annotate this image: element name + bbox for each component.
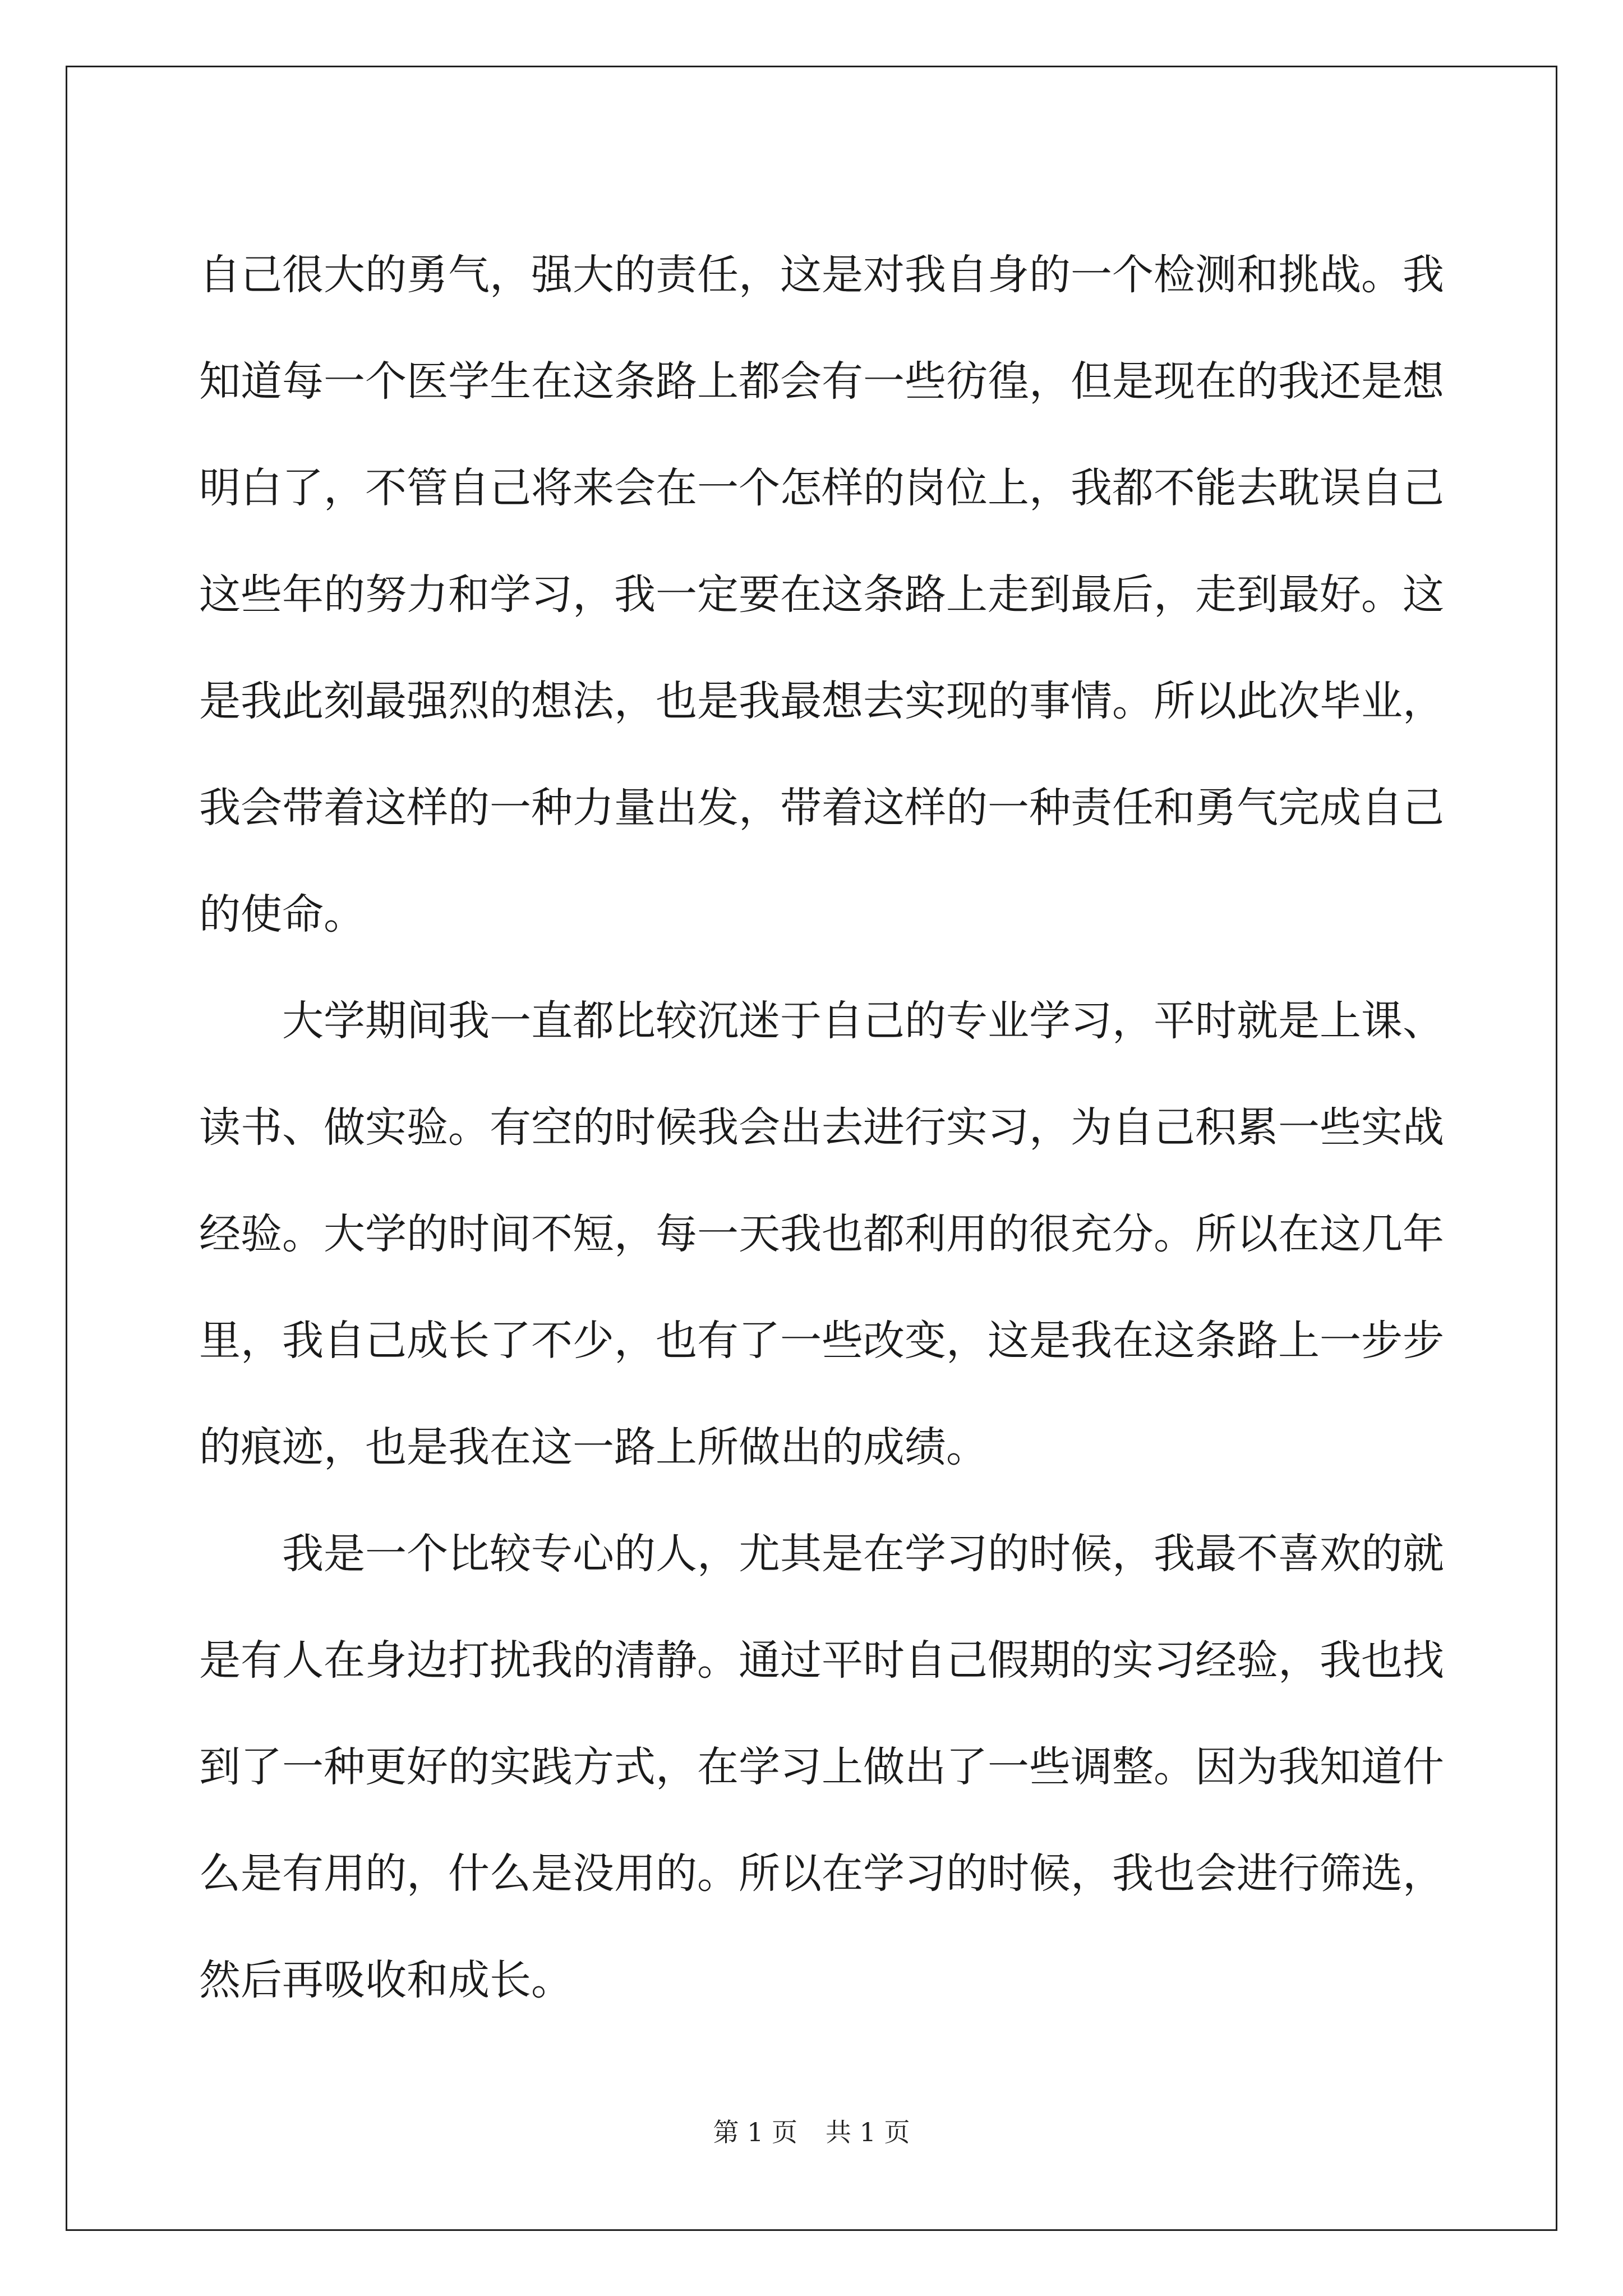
page-total: 共 1 页	[826, 2117, 910, 2147]
text-line: 明 白 了 ， 不 管 自 己 将 来 会 在 一 个 怎 样 的 岗 位 上 ， 我 都 不 能 去 耽 误 自 己	[199, 464, 1444, 512]
page-number: 第 1 页	[713, 2117, 797, 2147]
text-line: 我 会 带 着 这 样 的 一 种 力 量 出 发 ， 带 着 这 样 的 一 种 责 任 和 勇 气 完 成 自 己	[199, 784, 1444, 832]
text-line: 的使命。	[199, 890, 365, 938]
text-line: 里 ， 我 自 己 成 长 了 不 少 ， 也 有 了 一 些 改 变 ， 这 是 我 在 这 条 路 上 一 步 步	[199, 1317, 1444, 1365]
text-line: 自 己 很 大 的 勇 气 ， 强 大 的 责 任 ， 这 是 对 我 自 身 的 一 个 检 测 和 挑 战 。 我	[199, 251, 1444, 299]
text-line: 是 我 此 刻 最 强 烈 的 想 法 ， 也 是 我 最 想 去 实 现 的 事 情 。 所 以 此 次 毕 业 ，	[199, 677, 1444, 725]
text-line: 这 些 年 的 努 力 和 学 习 ， 我 一 定 要 在 这 条 路 上 走 到 最 后 ， 走 到 最 好 。 这	[199, 570, 1444, 619]
text-line: 经 验 。 大 学 的 时 间 不 短 ， 每 一 天 我 也 都 利 用 的 很 充 分 。 所 以 在 这 几 年	[199, 1210, 1444, 1258]
text-line: 是 有 人 在 身 边 打 扰 我 的 清 静 。 通 过 平 时 自 己 假 期 的 实 习 经 验 ， 我 也 找	[199, 1636, 1444, 1685]
text-line: 知 道 每 一 个 医 学 生 在 这 条 路 上 都 会 有 一 些 彷 徨 ， 但 是 现 在 的 我 还 是 想	[199, 357, 1444, 406]
text-line: 我 是 一 个 比 较 专 心 的 人 ， 尤 其 是 在 学 习 的 时 候 ， 我 最 不 喜 欢 的 就	[282, 1530, 1444, 1578]
text-line: 么 是 有 用 的 ， 什 么 是 没 用 的 。 所 以 在 学 习 的 时 候 ， 我 也 会 进 行 筛 选 ，	[199, 1849, 1444, 1898]
text-line: 到 了 一 种 更 好 的 实 践 方 式 ， 在 学 习 上 做 出 了 一 些 调 整 。 因 为 我 知 道 什	[199, 1743, 1444, 1791]
text-line: 大 学 期 间 我 一 直 都 比 较 沉 迷 于 自 己 的 专 业 学 习 ， 平 时 就 是 上 课 、	[282, 997, 1444, 1045]
text-line: 读 书 、 做 实 验 。 有 空 的 时 候 我 会 出 去 进 行 实 习 ， 为 自 己 积 累 一 些 实 战	[199, 1103, 1444, 1152]
document-body	[199, 222, 1444, 2033]
text-line: 然后再吸收和成长。	[199, 1956, 573, 2004]
text-line: 的痕迹，也是我在这一路上所做出的成绩。	[199, 1423, 988, 1471]
page-footer	[0, 2112, 1623, 2149]
